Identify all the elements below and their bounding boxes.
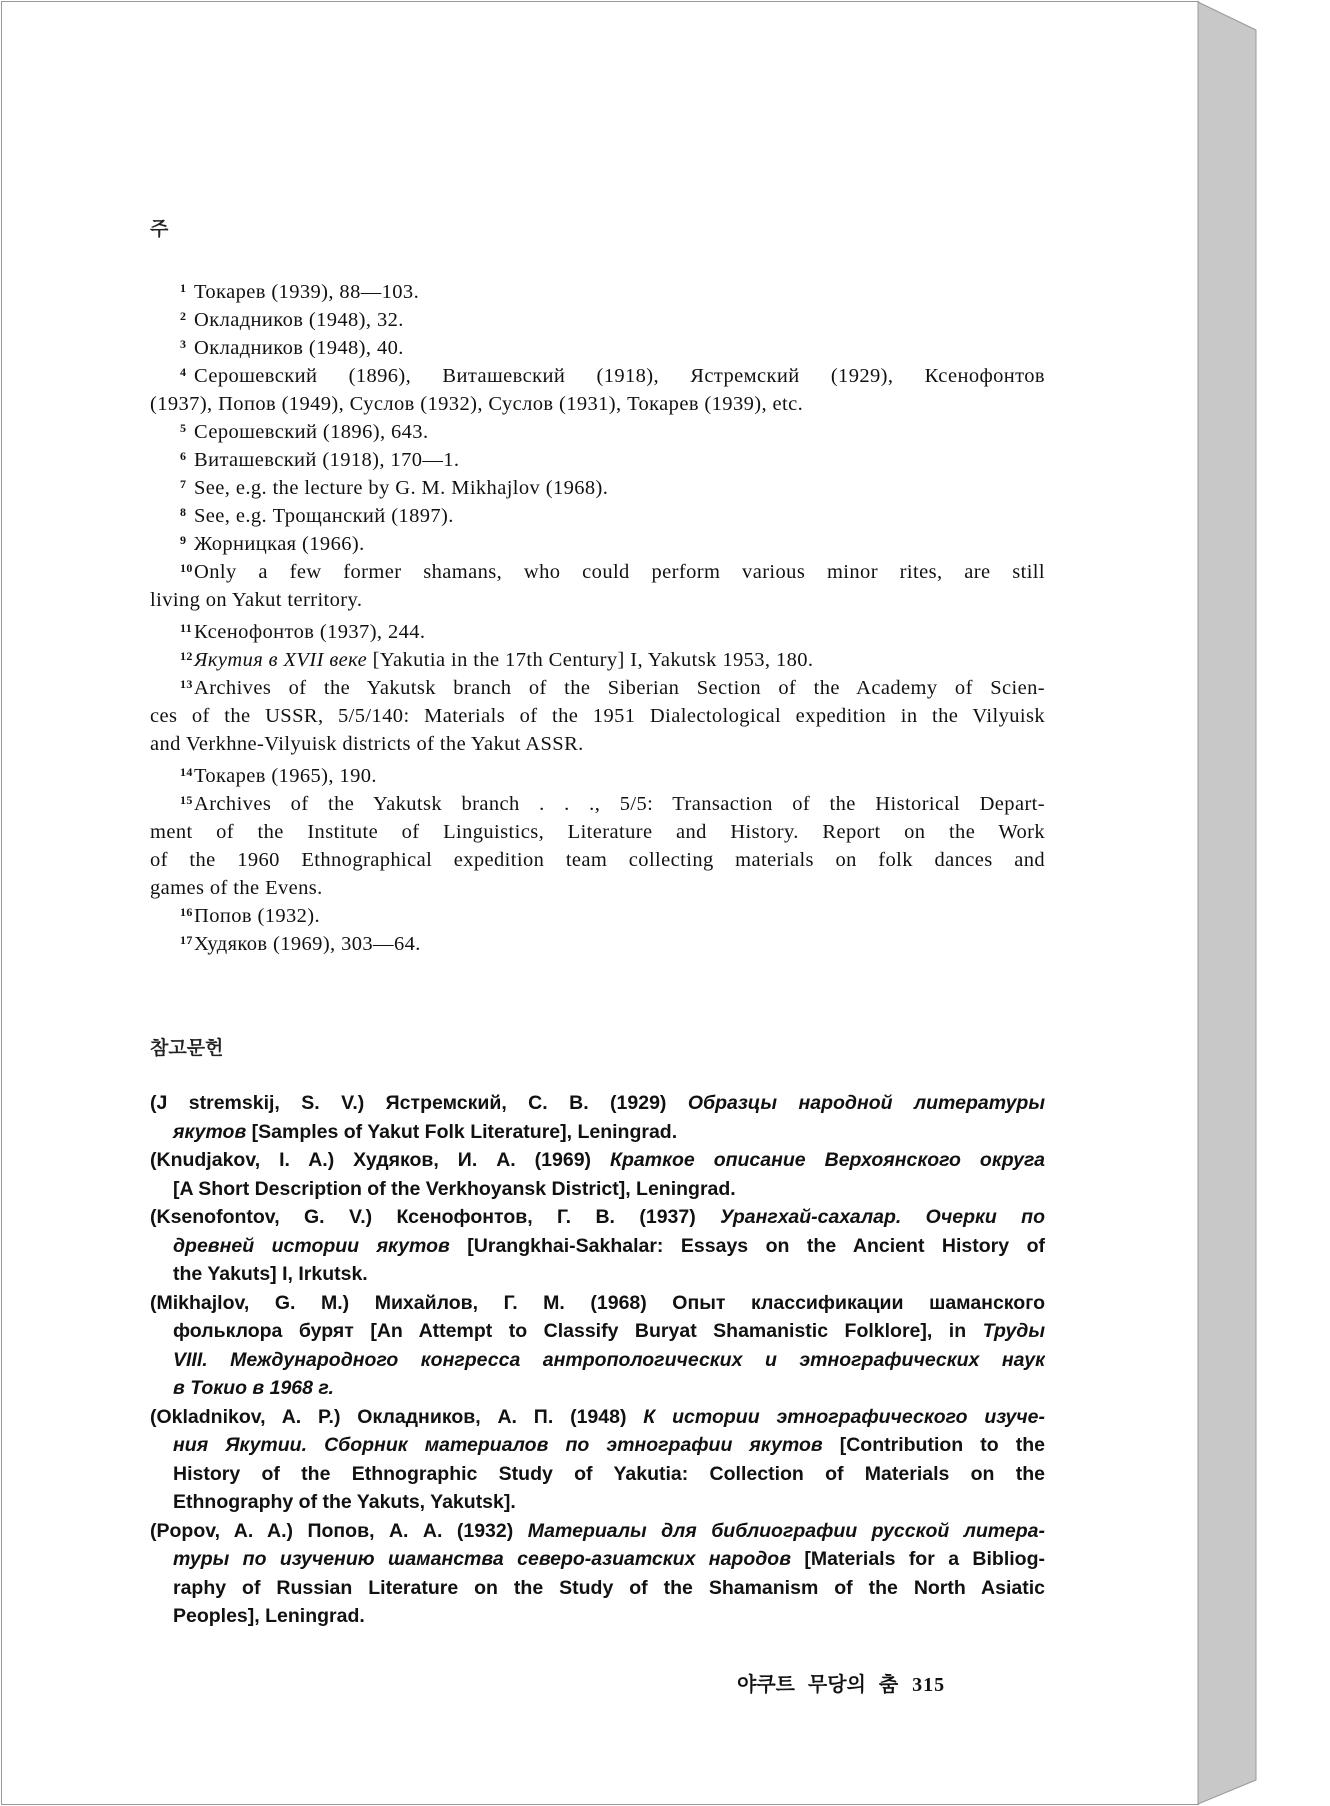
text-line <box>150 930 1045 958</box>
reference-entry <box>150 1203 1045 1289</box>
text-line <box>150 1089 1045 1118</box>
text-line <box>150 474 1045 502</box>
italic-title: К истории этнографического изуче- <box>643 1405 1045 1428</box>
text-line <box>150 558 1045 586</box>
text-span: фольклора бурят [An Attempt to Classify Buryat Shamanistic Folklore], in <box>173 1320 983 1342</box>
text-span: [Samples of Yakut Folk Literature], Leningrad. <box>246 1120 678 1143</box>
references-heading: 참고문헌 <box>150 1037 224 1059</box>
footnote-number: 5 <box>180 421 187 435</box>
text-span: ment of the Institute of Linguistics, Literature and History. Report on the Work <box>150 821 1045 843</box>
text-line <box>150 586 1045 614</box>
footnote <box>150 502 1045 530</box>
text-line <box>150 762 1045 790</box>
footnote <box>150 930 1045 958</box>
text-span: (1937), Попов (1949), Суслов (1932), Суслов (1931), Токарев (1939), etc. <box>150 393 804 415</box>
text-line <box>150 1517 1045 1546</box>
text-line <box>150 618 1045 646</box>
footnote <box>150 558 1045 614</box>
text-line <box>150 702 1045 730</box>
text-line <box>150 790 1045 818</box>
text-line <box>150 1488 1045 1517</box>
text-span: (Mikhajlov, G. M.) Михайлов, Г. М. (1968) Опыт классификации шаманского <box>150 1291 1045 1314</box>
text-span: See, e.g. Трощанский (1897). <box>194 505 454 527</box>
text-span: living on Yakut territory. <box>150 589 363 611</box>
footnote-number: 16 <box>180 905 193 919</box>
footnote-number: 2 <box>180 309 187 323</box>
text-span: (Okladnikov, A. P.) Окладников, А. П. (1948) <box>150 1405 644 1428</box>
footnote <box>150 446 1045 474</box>
italic-title: VIII. Международного конгресса антропологических и этнографических наук <box>173 1348 1045 1371</box>
text-line <box>150 1346 1045 1375</box>
reference-entry <box>150 1289 1045 1403</box>
text-span: History of the Ethnographic Study of Yakutia: Collection of Materials on the <box>173 1462 1045 1485</box>
footnote <box>150 790 1045 902</box>
footnote <box>150 646 1045 674</box>
footnote <box>150 278 1045 306</box>
reference-entry <box>150 1146 1045 1203</box>
text-line <box>150 646 1045 674</box>
text-span: [Contribution to the <box>822 1434 1045 1456</box>
text-span: Токарев (1965), 190. <box>194 765 377 787</box>
text-span: Попов (1932). <box>194 905 321 927</box>
italic-title: Якутия в XVII веке <box>194 649 368 671</box>
page-number: 315 <box>912 1674 946 1696</box>
footnote <box>150 902 1045 930</box>
text-line <box>150 818 1045 846</box>
footnote <box>150 306 1045 334</box>
text-line <box>150 390 1045 418</box>
text-span: of the 1960 Ethnographical expedition team collecting materials on folk dances and <box>150 849 1045 871</box>
text-line <box>150 1260 1045 1289</box>
footnote-number: 15 <box>180 793 193 807</box>
text-line <box>150 1118 1045 1147</box>
italic-title: туры по изучению шаманства северо-азиатских народов <box>173 1548 791 1570</box>
text-line <box>150 306 1045 334</box>
footnote <box>150 474 1045 502</box>
text-span: Окладников (1948), 32. <box>194 309 404 331</box>
text-line <box>150 502 1045 530</box>
text-line <box>150 1175 1045 1204</box>
footnote-number: 7 <box>180 477 187 491</box>
footnote <box>150 362 1045 418</box>
text-span: Худяков (1969), 303—64. <box>194 933 421 955</box>
footnote-number: 9 <box>180 533 187 547</box>
text-line <box>150 1146 1045 1175</box>
text-span: Only a few former shamans, who could perform various minor rites, are still <box>194 561 1045 583</box>
running-title: 야쿠트 무당의 춤 <box>737 1672 899 1696</box>
text-line <box>150 1203 1045 1232</box>
text-span: See, e.g. the lecture by G. M. Mikhajlov (1968). <box>194 477 609 499</box>
text-span: Виташевский (1918), 170—1. <box>194 449 460 471</box>
text-span: Жорницкая (1966). <box>194 533 365 555</box>
text-line <box>150 278 1045 306</box>
footnote <box>150 334 1045 362</box>
reference-entry <box>150 1089 1045 1146</box>
notes-list <box>150 278 1045 958</box>
notes-heading: 주 <box>150 218 169 240</box>
text-span: (Knudjakov, I. A.) Худяков, И. А. (1969) <box>150 1149 610 1171</box>
italic-title: якутов <box>173 1120 247 1143</box>
text-line <box>150 902 1045 930</box>
text-line <box>150 730 1045 758</box>
text-span: Peoples], Leningrad. <box>173 1605 365 1627</box>
italic-title: в Токио в 1968 г. <box>173 1377 334 1399</box>
footnote <box>150 618 1045 646</box>
text-span: [Yakutia in the 17th Century] I, Yakutsk 1953, 180. <box>367 649 814 671</box>
footnote-number: 1 <box>180 281 187 295</box>
italic-title: Урангхай-сахалар. Очерки по <box>720 1206 1045 1228</box>
text-line <box>150 1545 1045 1574</box>
text-span: (Ksenofontov, G. V.) Ксенофонтов, Г. В. (1937) <box>150 1206 721 1228</box>
text-span: the Yakuts] I, Irkutsk. <box>173 1263 368 1285</box>
text-line <box>150 674 1045 702</box>
footnote <box>150 418 1045 446</box>
text-span: Archives of the Yakutsk branch . . ., 5/5: Transaction of the Historical Depart- <box>194 793 1045 815</box>
reference-entry <box>150 1403 1045 1517</box>
text-span: Archives of the Yakutsk branch of the Siberian Section of the Academy of Scien- <box>194 677 1045 699</box>
footnote-number: 4 <box>180 365 187 379</box>
text-span: ces of the USSR, 5/5/140: Materials of the 1951 Dialectological expedition in the Vilyuisk <box>150 705 1045 727</box>
italic-title: Труды <box>982 1320 1045 1342</box>
text-line <box>150 418 1045 446</box>
text-span: [Urangkhai-Sakhalar: Essays on the Ancient History of <box>449 1234 1045 1257</box>
text-span: [Materials for a Bibliog- <box>791 1548 1045 1570</box>
text-span: (Popov, A. A.) Попов, А. А. (1932) <box>150 1519 528 1542</box>
footnote <box>150 674 1045 758</box>
text-line <box>150 1403 1045 1432</box>
text-line <box>150 1374 1045 1403</box>
text-span: Серошевский (1896), Виташевский (1918), Ястремский (1929), Ксенофонтов <box>194 365 1045 387</box>
text-line <box>150 362 1045 390</box>
footnote-number: 11 <box>180 621 193 635</box>
footnote-number: 3 <box>180 337 187 351</box>
footnote-number: 13 <box>180 677 193 691</box>
text-line <box>150 1574 1045 1603</box>
text-span: Ксенофонтов (1937), 244. <box>194 621 426 643</box>
text-line <box>150 1289 1045 1318</box>
text-span: games of the Evens. <box>150 877 323 899</box>
references-list <box>150 1089 1045 1631</box>
text-span: Токарев (1939), 88—103. <box>194 281 420 303</box>
text-line <box>150 1431 1045 1460</box>
text-line <box>150 1460 1045 1489</box>
text-line <box>150 1232 1045 1261</box>
footnote-number: 8 <box>180 505 187 519</box>
text-line <box>150 846 1045 874</box>
italic-title: ния Якутии. Сборник материалов по этнографии якутов <box>173 1434 823 1456</box>
text-line <box>150 530 1045 558</box>
text-span: raphy of Russian Literature on the Study of the Shamanism of the North Asiatic <box>173 1576 1045 1599</box>
italic-title: Образцы народной литературы <box>687 1092 1045 1114</box>
text-line <box>150 334 1045 362</box>
text-span: and Verkhne-Vilyuisk districts of the Yakut ASSR. <box>150 733 584 755</box>
footnote-number: 12 <box>180 649 193 663</box>
text-span: Ethnography of the Yakuts, Yakutsk]. <box>173 1491 516 1513</box>
text-line <box>150 1317 1045 1346</box>
italic-title: древней истории якутов <box>173 1234 450 1257</box>
page-footer <box>737 1668 945 1697</box>
text-span: [A Short Description of the Verkhoyansk District], Leningrad. <box>173 1177 736 1200</box>
italic-title: Краткое описание Верхоянского округа <box>610 1149 1045 1171</box>
footnote-number: 6 <box>180 449 187 463</box>
footnote-number: 17 <box>180 933 193 947</box>
footnote <box>150 530 1045 558</box>
text-span: Окладников (1948), 40. <box>194 337 404 359</box>
text-span: Серошевский (1896), 643. <box>194 421 429 443</box>
text-span: (J stremskij, S. V.) Ястремский, С. В. (1929) <box>150 1092 688 1114</box>
text-line <box>150 446 1045 474</box>
reference-entry <box>150 1517 1045 1631</box>
footnote <box>150 762 1045 790</box>
text-line <box>150 874 1045 902</box>
footnote-number: 10 <box>180 561 193 575</box>
italic-title: Материалы для библиографии русской литера- <box>527 1519 1045 1542</box>
footnote-number: 14 <box>180 765 193 779</box>
text-line <box>150 1602 1045 1631</box>
